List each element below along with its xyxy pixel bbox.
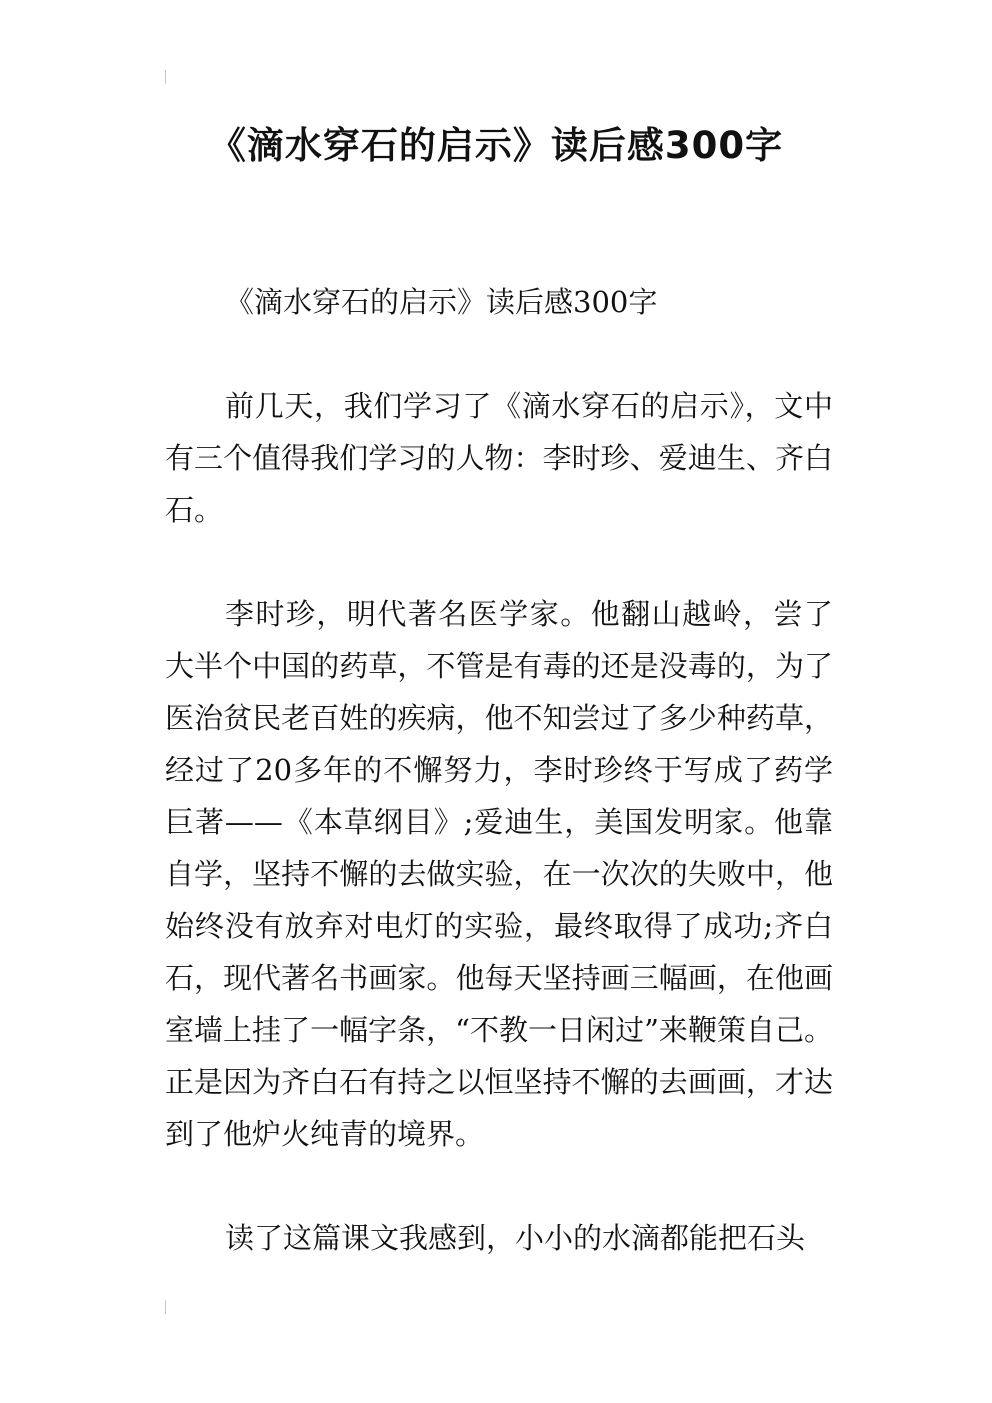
document-body [165, 276, 833, 1264]
paragraph-reflection: 读了这篇课文我感到，小小的水滴都能把石头 [225, 1221, 806, 1255]
paragraph-examples: 李时珍，明代著名医学家。他翻山越岭，尝了大半个中国的药草，不管是有毒的还是没毒的，为了医治贫民老百姓的疾病，他不知尝过了多少种药草，经过了20多年的不懈努力，李时珍终于写成了药学巨著——《本草纲目》;爱迪生，美国发明家。他靠自学，坚持不懈的去做实验，在一次次的失败中，他始终没有放弃对电灯的实验，最终取得了成功;齐白石，现代著名书画家。他每天坚持画三幅画，在他画室墙上挂了一幅字条，“不教一日闲过”来鞭策自己。正是因为齐白石有持之以恒坚持不懈的去画画，才达到了他炉火纯青的境界。 [165, 597, 833, 1151]
paragraph-intro: 前几天，我们学习了《滴水穿石的启示》，文中有三个值得我们学习的人物：李时珍、爱迪生、齐白石。 [165, 389, 833, 527]
body-subtitle: 《滴水穿石的启示》读后感300字 [225, 285, 658, 319]
page-corner-mark-top [165, 70, 166, 84]
page-title: 《滴水穿石的启示》读后感300字 [208, 124, 784, 167]
page-corner-mark-bottom [165, 1300, 166, 1314]
